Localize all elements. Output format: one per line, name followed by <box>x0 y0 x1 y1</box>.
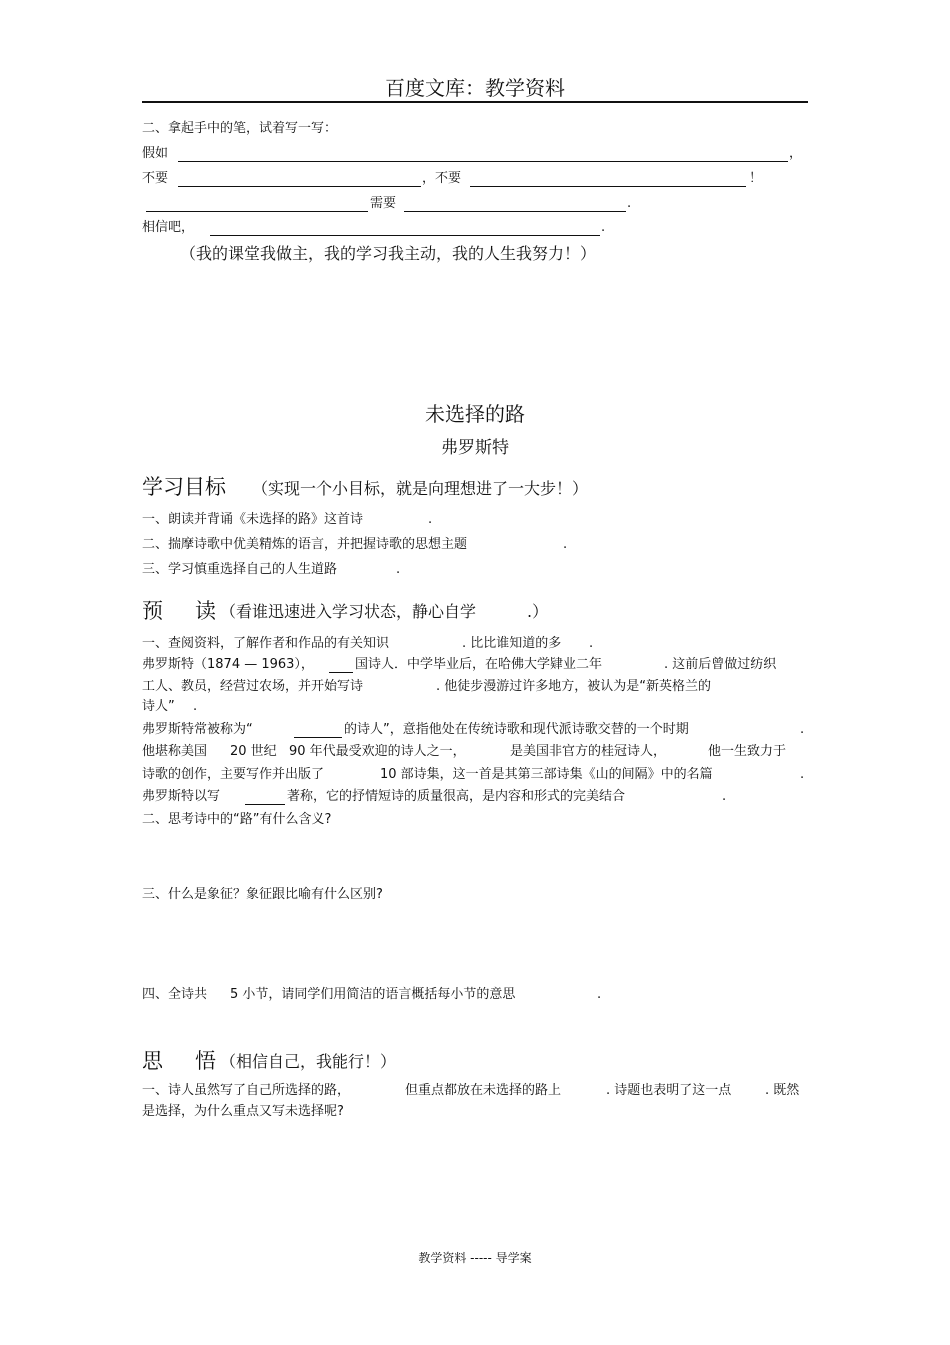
preread-p2-j: 10 部诗集，这一首是其第三部诗集《山的间隔》中的名篇 <box>380 767 713 782</box>
writing-line2-blank-a[interactable] <box>178 186 421 187</box>
header-divider <box>142 101 808 103</box>
writing-line4-label: 相信吧， <box>142 220 195 235</box>
preread-p2-f: 90 年代最受欢迎的诗人之一， <box>289 744 466 759</box>
preread-p1-blank[interactable] <box>329 672 353 673</box>
preread-p1-f: 诗人” <box>142 699 175 714</box>
writing-line1-label: 假如 <box>142 146 169 161</box>
goals-title: 学习目标 <box>142 475 226 499</box>
preread-q1-a: 一、查阅资料，了解作者和作品的有关知识 <box>142 636 390 651</box>
preread-p2-e: 20 世纪 <box>230 744 277 759</box>
writing-line4-blank[interactable] <box>210 235 600 236</box>
writing-line2-end: ！ <box>749 171 763 186</box>
reflect-q1-e: 是选择，为什么重点又写未选择呢? <box>142 1104 344 1119</box>
goal-item-3: 三、学习慎重选择自己的人生道路 <box>142 562 338 577</box>
preread-note: （看谁迅速进入学习状态，静心自学 <box>220 602 477 621</box>
preread-p2-d: 他堪称美国 <box>142 744 208 759</box>
preread-p1-g: . <box>193 699 198 714</box>
preread-note-end: .） <box>527 602 549 621</box>
preread-p2-a: 弗罗斯特常被称为“ <box>142 722 253 737</box>
preread-q4-b: 5 小节，请同学们用简洁的语言概括每小节的意思 <box>230 987 516 1002</box>
preread-p2-i: 诗歌的创作，主要写作并出版了 <box>142 767 325 782</box>
motto: （我的课堂我做主，我的学习我主动，我的人生我努力！） <box>180 244 597 263</box>
preread-q2: 二、思考诗中的“路”有什么含义? <box>142 812 332 827</box>
preread-q4-a: 四、全诗共 <box>142 987 208 1002</box>
preread-q4-c: . <box>597 987 602 1002</box>
preread-p1-a: 弗罗斯特（1874 — 1963）， <box>142 657 314 672</box>
preread-p1-d: 工人、教员，经营过农场，并开始写诗 <box>142 679 364 694</box>
writing-line1-end: ， <box>789 146 803 161</box>
preread-p2-k: . <box>800 767 805 782</box>
writing-line1-blank[interactable] <box>178 161 788 162</box>
writing-line3-end: . <box>627 196 632 211</box>
preread-p2-h: 他一生致力于 <box>708 744 787 759</box>
reflect-q1-b: 但重点都放在未选择的路上 <box>405 1083 562 1098</box>
reflect-title-a: 思 <box>142 1049 163 1073</box>
preread-q1-c: . <box>589 636 594 651</box>
preread-p2-c: . <box>800 722 805 737</box>
reflect-note: （相信自己，我能行！） <box>220 1052 397 1071</box>
writing-line2-blank-b[interactable] <box>470 186 746 187</box>
reflect-title-b: 悟 <box>195 1049 216 1073</box>
preread-p2-g: 是美国非官方的桂冠诗人， <box>510 744 667 759</box>
reflect-q1-d: . 既然 <box>765 1083 800 1098</box>
preread-p2-blank-1[interactable] <box>294 737 342 738</box>
lesson-author: 弗罗斯特 <box>441 438 509 458</box>
writing-line3-blank-a[interactable] <box>146 211 368 212</box>
writing-line3-blank-b[interactable] <box>404 211 626 212</box>
goals-note: （实现一个小目标，就是向理想进了一大步！） <box>252 479 589 498</box>
writing-line3-mid: 需要 <box>370 196 397 211</box>
preread-title-b: 读 <box>195 599 216 623</box>
page-header-title: 百度文库：教学资料 <box>385 76 565 100</box>
preread-p2-l: 弗罗斯特以写 <box>142 789 221 804</box>
reflect-q1-c: . 诗题也表明了这一点 <box>606 1083 732 1098</box>
goal-item-3-end: . <box>396 562 401 577</box>
goal-item-2: 二、揣摩诗歌中优美精炼的语言，并把握诗歌的思想主题 <box>142 537 468 552</box>
preread-q3: 三、什么是象征？象征跟比喻有什么区别? <box>142 887 383 902</box>
goal-item-2-end: . <box>563 537 568 552</box>
reflect-q1-a: 一、诗人虽然写了自己所选择的路， <box>142 1083 351 1098</box>
writing-line2-mid: ，不要 <box>422 171 462 186</box>
preread-p2-m: 著称，它的抒情短诗的质量很高，是内容和形式的完美结合 <box>287 789 626 804</box>
preread-p2-b: 的诗人”，意指他处在传统诗歌和现代派诗歌交替的一个时期 <box>344 722 689 737</box>
preread-p1-c: . 这前后曾做过纺织 <box>664 657 777 672</box>
preread-title-a: 预 <box>142 599 163 623</box>
preread-p2-blank-2[interactable] <box>245 804 285 805</box>
lesson-title: 未选择的路 <box>425 402 525 426</box>
writing-line2-label: 不要 <box>142 171 169 186</box>
preread-p1-e: . 他徒步漫游过许多地方，被认为是“新英格兰的 <box>436 679 711 694</box>
writing-heading: 二、拿起手中的笔，试着写一写： <box>142 121 338 136</box>
preread-p2-n: . <box>722 789 727 804</box>
preread-p1-b: 国诗人．中学毕业后，在哈佛大学肄业二年 <box>355 657 603 672</box>
goal-item-1-end: . <box>428 512 433 527</box>
page-footer: 教学资料 ----- 导学案 <box>418 1251 532 1265</box>
goal-item-1: 一、朗读并背诵《未选择的路》这首诗 <box>142 512 364 527</box>
writing-line4-end: . <box>601 220 606 235</box>
preread-q1-b: . 比比谁知道的多 <box>462 636 562 651</box>
